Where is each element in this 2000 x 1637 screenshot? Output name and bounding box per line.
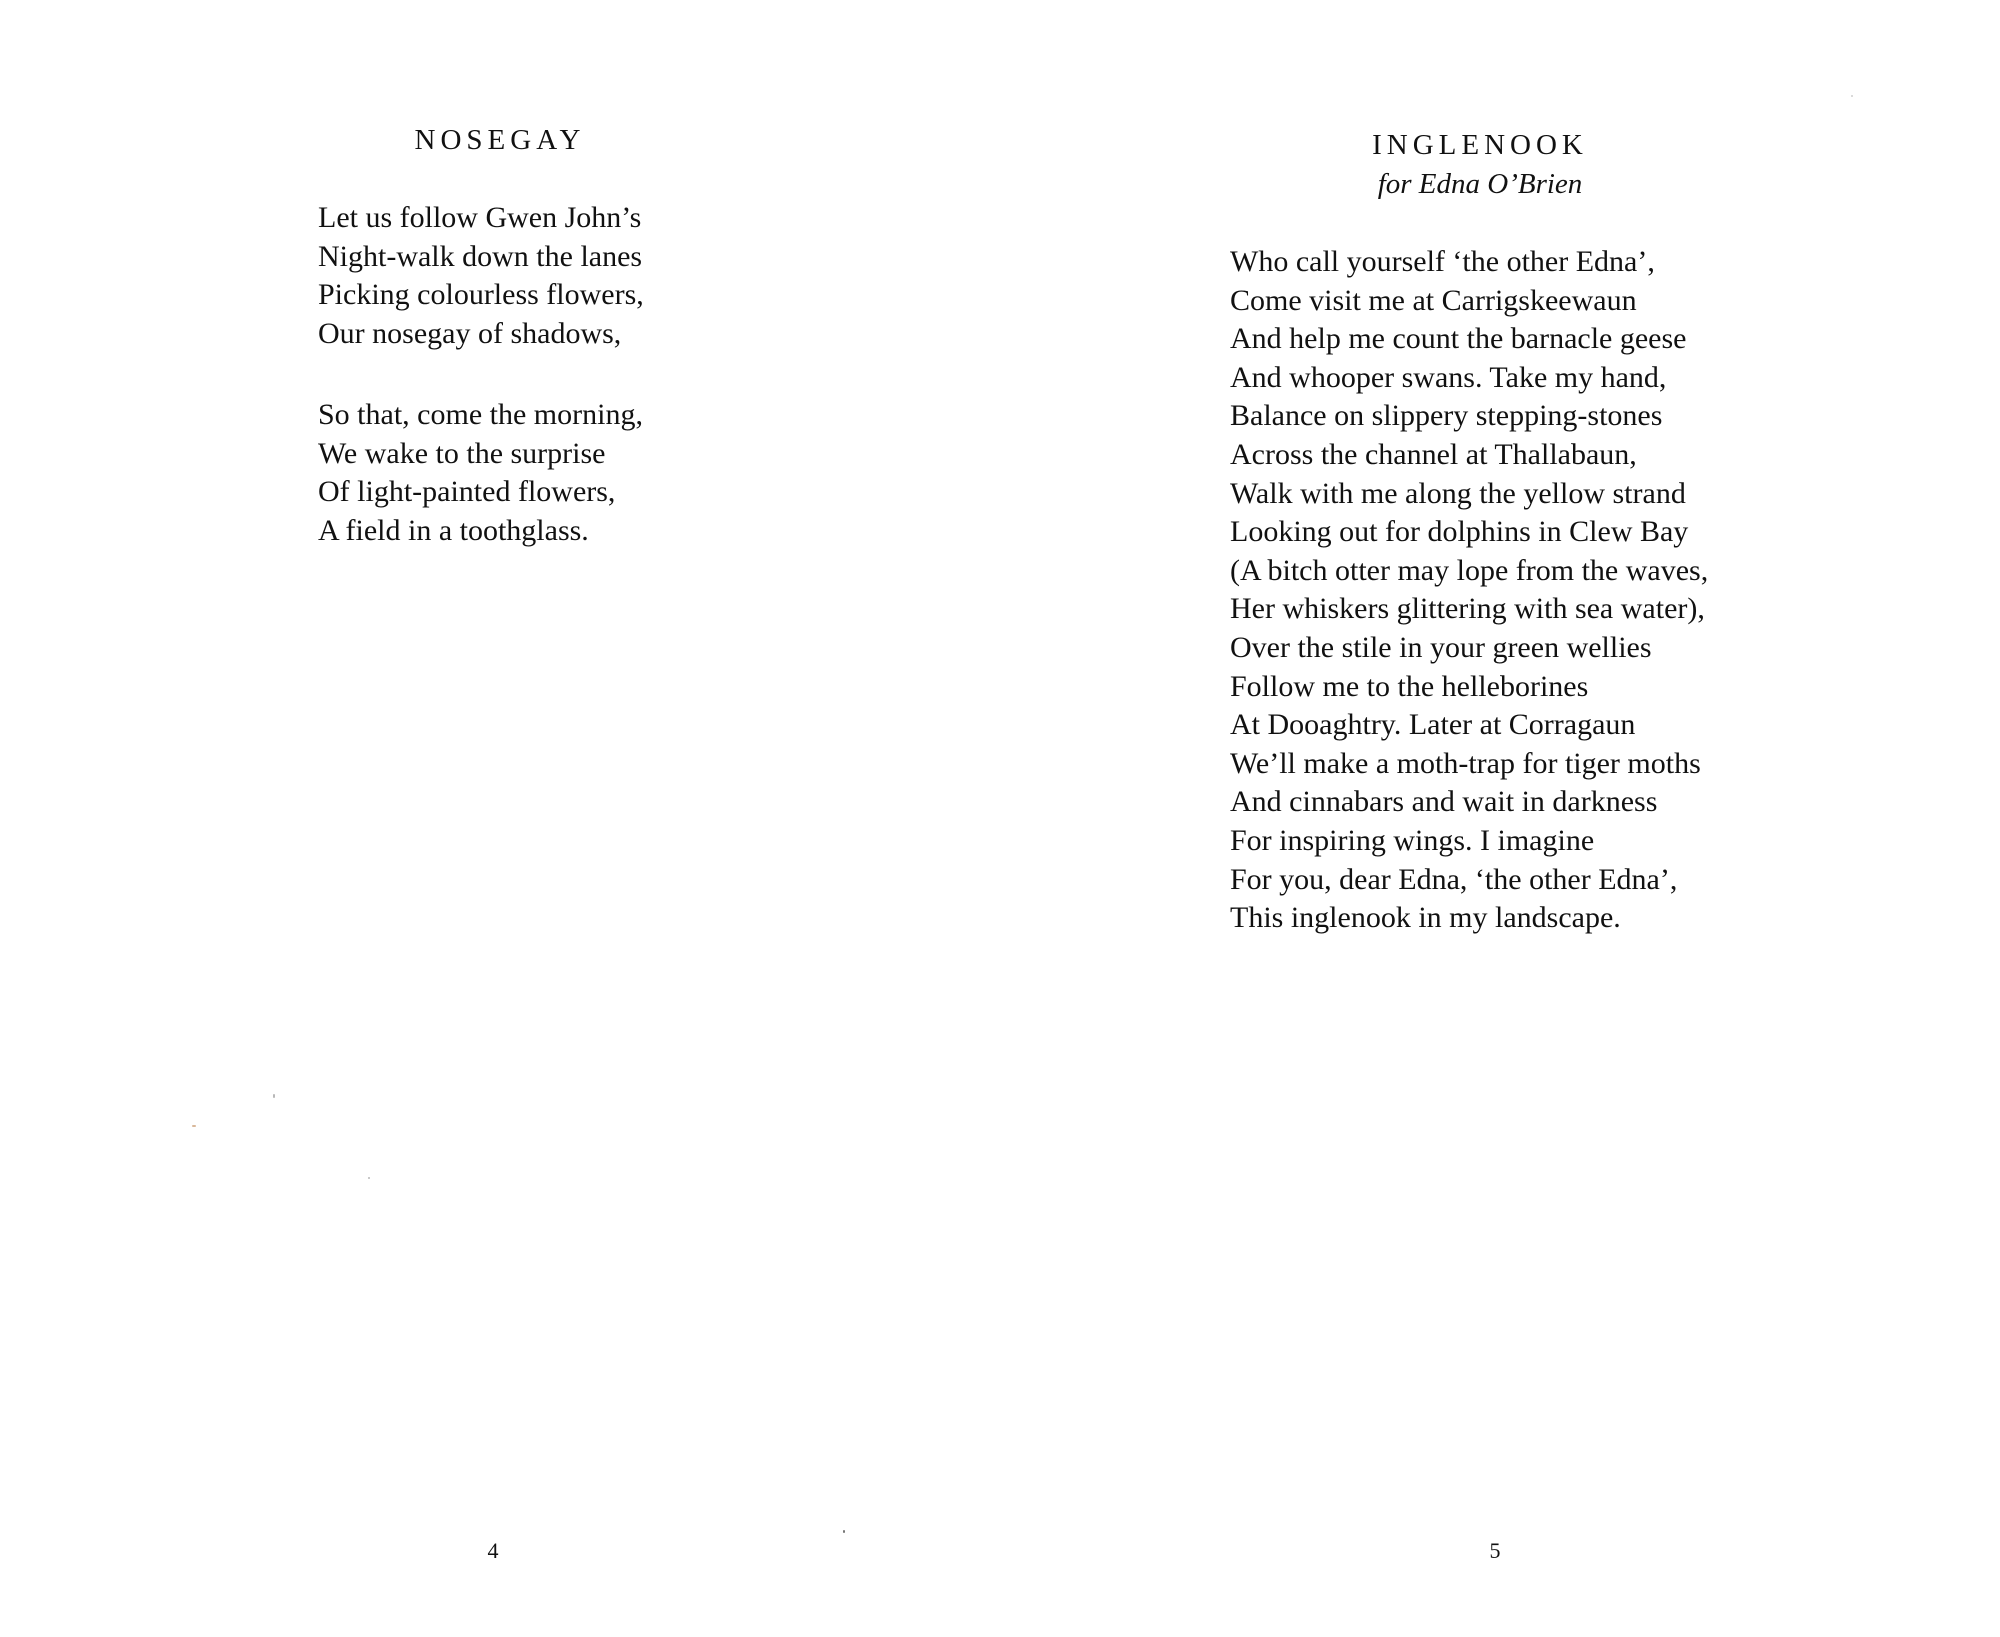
scan-speck [843,1530,845,1533]
right-page [1000,0,2000,1637]
scan-speck [1851,95,1853,97]
poem-line: Picking colourless flowers, [318,278,644,312]
poem-line: And cinnabars and wait in darkness [1230,785,1658,819]
poem-line: Let us follow Gwen John’s [318,201,642,234]
scan-speck [273,1094,275,1098]
scan-speck [192,1125,196,1127]
poem-line: Looking out for dolphins in Clew Bay [1230,515,1689,549]
poem-line: At Dooaghtry. Later at Corragaun [1230,708,1636,742]
poem-title-inglenook: INGLENOOK [1372,129,1588,161]
poem-line: Walk with me along the yellow strand [1230,476,1686,510]
poem-line: Who call yourself ‘the other Edna’, [1230,245,1655,278]
poem-line: (A bitch otter may lope from the waves, [1230,553,1709,587]
poem-line: Of light-painted flowers, [318,475,616,509]
poem-line: Our nosegay of shadows, [318,316,622,350]
poem-line: And help me count the barnacle geese [1230,322,1687,356]
poem-line: We’ll make a moth-trap for tiger moths [1230,746,1701,780]
poem-line: This inglenook in my landscape. [1230,901,1621,935]
poem-line: Come visit me at Carrigskeewaun [1230,283,1637,317]
nosegay-stanza-2 [318,396,643,550]
poem-title-nosegay: NOSEGAY [414,124,586,156]
poem-line: For inspiring wings. I imagine [1230,823,1595,857]
poem-line: A field in a toothglass. [318,513,589,547]
poem-line: Across the channel at Thallabaun, [1230,437,1637,471]
poem-line: Her whiskers glittering with sea water), [1230,592,1705,626]
poem-line: So that, come the morning, [318,398,643,431]
inglenook-stanza [1230,243,1708,938]
scan-speck [368,1177,370,1179]
poem-line: Follow me to the helleborines [1230,669,1589,703]
poem-line: For you, dear Edna, ‘the other Edna’, [1230,862,1678,896]
page-number: 5 [1489,1538,1501,1563]
poem-line: Balance on slippery stepping-stones [1230,399,1663,433]
poem-line: Night-walk down the lanes [318,239,643,273]
nosegay-stanza-1 [318,199,644,353]
poem-line: Over the stile in your green wellies [1230,630,1652,664]
page-number: 4 [487,1538,499,1563]
poem-dedication: for Edna O’Brien [1377,168,1583,200]
poem-line: We wake to the surprise [318,436,606,470]
poem-line: And whooper swans. Take my hand, [1230,360,1667,394]
